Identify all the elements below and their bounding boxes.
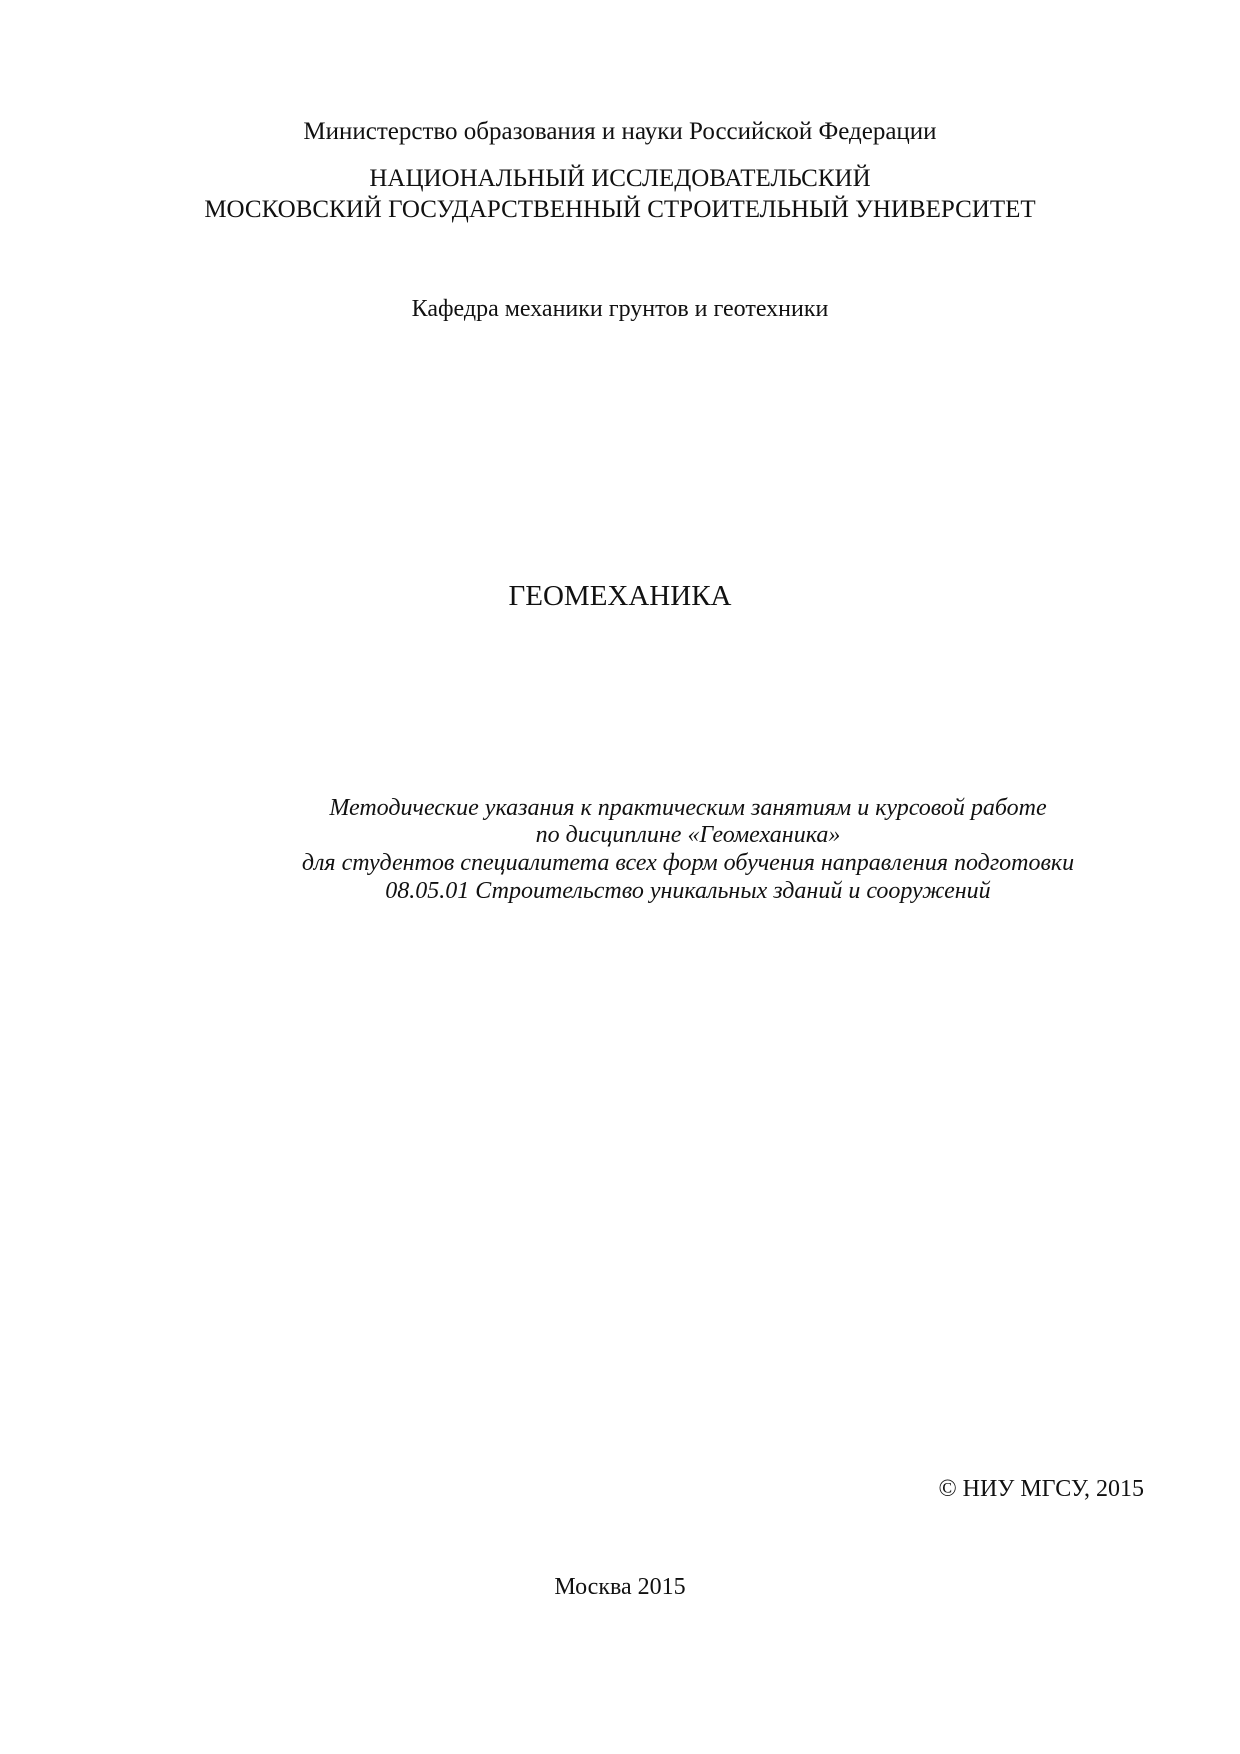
city-year-line: Москва 2015 xyxy=(554,1574,686,1600)
university-name-line-2: МОСКОВСКИЙ ГОСУДАРСТВЕННЫЙ СТРОИТЕЛЬНЫЙ УНИВЕРСИТЕТ xyxy=(204,196,1036,223)
university-name-line-1: НАЦИОНАЛЬНЫЙ ИССЛЕДОВАТЕЛЬСКИЙ xyxy=(369,165,871,192)
subtitle-line-2: по дисциплине «Геомеханика» xyxy=(535,822,841,848)
document-title: ГЕОМЕХАНИКА xyxy=(508,580,732,612)
copyright-notice: © НИУ МГСУ, 2015 xyxy=(938,1476,1144,1502)
ministry-line: Министерство образования и науки Российской Федерации xyxy=(303,118,937,145)
subtitle-line-3: для студентов специалитета всех форм обучения направления подготовки xyxy=(301,850,1075,876)
department-line: Кафедра механики грунтов и геотехники xyxy=(411,296,829,322)
subtitle-line-1: Методические указания к практическим занятиям и курсовой работе xyxy=(329,795,1047,821)
subtitle-line-4: 08.05.01 Строительство уникальных зданий и сооружений xyxy=(385,878,991,904)
